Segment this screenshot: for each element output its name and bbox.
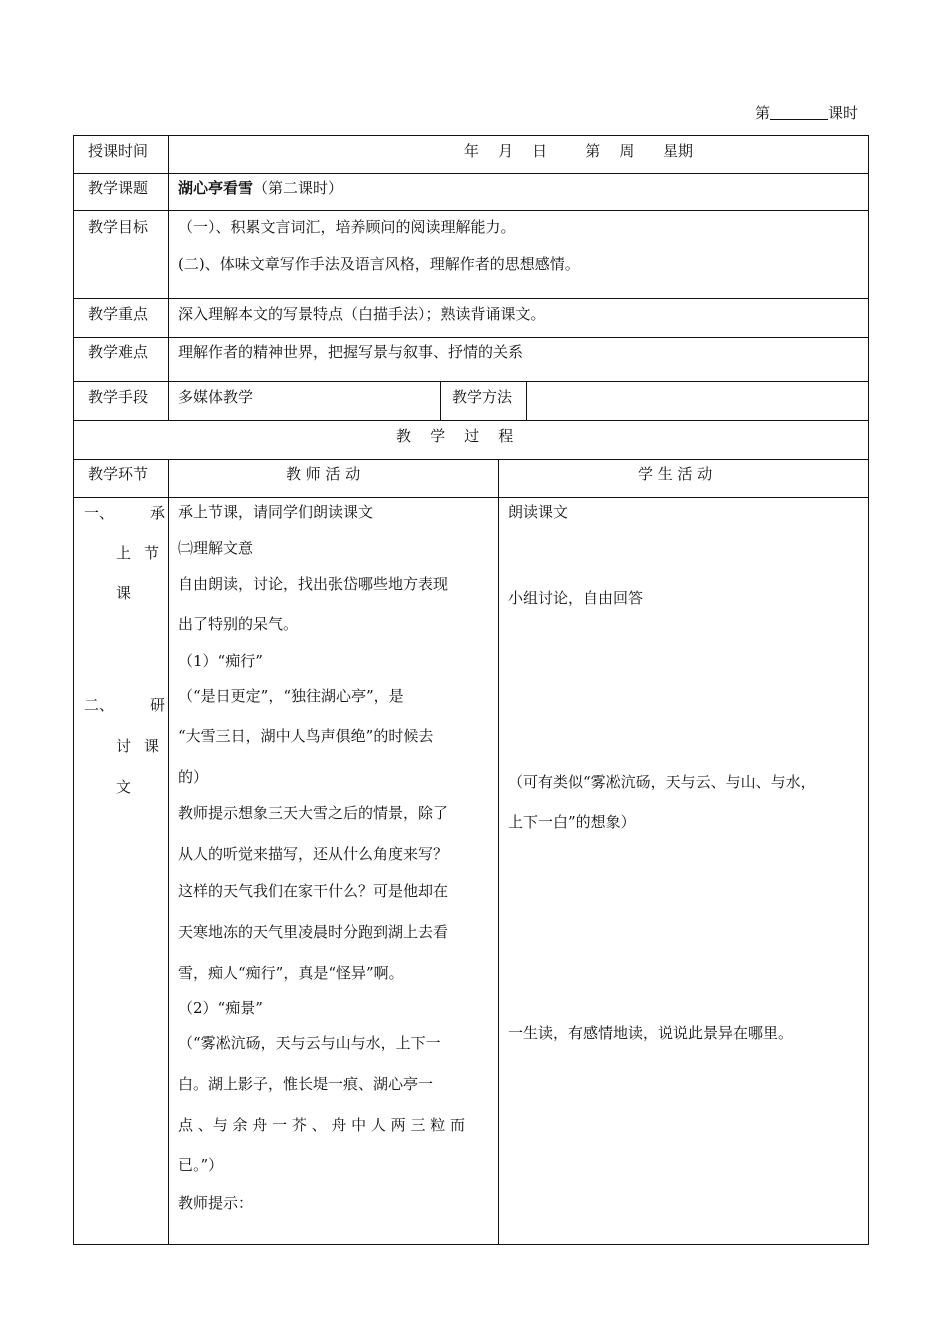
stage-1-char: 课 <box>116 584 132 602</box>
label-key: 教学重点 <box>88 305 149 323</box>
col-teacher-header: 教 师 活 动 <box>286 465 361 483</box>
stage-2-char: 研 <box>150 696 166 714</box>
method-divider <box>526 381 527 421</box>
teacher-line: 的） <box>178 768 209 786</box>
teacher-line: 雪，痴人“痴行”，真是“怪异”啊。 <box>178 964 404 982</box>
row-divider <box>73 420 869 421</box>
teacher-line: （“是日更定”，“独往湖心亭”，是 <box>178 687 404 705</box>
row-divider <box>73 337 869 338</box>
stage-1-char: 承 <box>150 504 166 522</box>
col-stage-header: 教学环节 <box>88 465 149 483</box>
teacher-line: “大雪三日，湖中人鸟声俱绝”的时候去 <box>178 727 434 745</box>
row-divider <box>73 459 869 460</box>
teacher-line: 点 、与 余 舟 一 芥 、 舟 中 人 两 三 粒 而 <box>178 1116 465 1134</box>
student-column-divider <box>498 459 499 1245</box>
stage-1-char: 节 <box>144 544 160 562</box>
teacher-line: 自由朗读，讨论，找出张岱哪些地方表现 <box>178 575 449 593</box>
label-topic: 教学课题 <box>88 179 149 197</box>
difficulty-value: 理解作者的精神世界，把握写景与叙事、抒情的关系 <box>178 343 524 361</box>
student-line: 小组讨论，自由回答 <box>508 589 644 607</box>
row-divider <box>73 497 869 498</box>
label-column-divider <box>168 135 169 421</box>
topic-value <box>178 181 343 196</box>
teacher-line: ㈡理解文意 <box>178 539 254 557</box>
goal-line-2: (二)、体味文章写作手法及语言风格，理解作者的思想感情。 <box>178 255 580 273</box>
student-line: 上下一白”的想象） <box>508 813 636 831</box>
topic-note: （第二课时） <box>253 179 344 197</box>
topic-title: 湖心亭看雪 <box>178 179 254 197</box>
row-divider <box>73 173 869 174</box>
stage-2-char: 文 <box>116 778 132 796</box>
teacher-line: （“雾凇沆砀，天与云与山与水，上下一 <box>178 1034 441 1052</box>
teacher-line: 出了特别的呆气。 <box>178 615 299 633</box>
student-line: 朗读课文 <box>508 503 569 521</box>
process-title: 教 学 过 程 <box>396 427 514 445</box>
table-border-top <box>73 135 869 136</box>
label-difficulty: 教学难点 <box>88 343 149 361</box>
means-value: 多媒体教学 <box>178 388 254 406</box>
stage-1-number: 一、 <box>84 504 115 522</box>
teacher-line: 天寒地冻的天气里凌晨时分跑到湖上去看 <box>178 923 449 941</box>
student-line: 一生读，有感情地读，说说此景异在哪里。 <box>508 1024 794 1042</box>
table-border-left <box>73 135 74 1245</box>
stage-2-number: 二、 <box>84 696 115 714</box>
stage-2-char: 讨 <box>116 737 132 755</box>
teacher-line: 从人的听觉来描写，还从什么角度来写？ <box>178 845 449 863</box>
student-line: （可有类似“雾凇沆砀，天与云、与山、与水， <box>508 773 816 791</box>
table-border-bottom <box>73 1244 869 1245</box>
teacher-line: 承上节课，请同学们朗读课文 <box>178 503 374 521</box>
means-divider <box>440 381 441 421</box>
teacher-line: 已。”） <box>178 1156 224 1174</box>
table-border-right <box>868 135 869 1245</box>
label-method: 教学方法 <box>452 388 513 406</box>
stage-column-divider <box>168 459 169 1245</box>
teacher-line: 白。湖上影子，惟长堤一痕、湖心亭一 <box>178 1075 434 1093</box>
lesson-prefix: 第 <box>754 104 770 122</box>
row-divider <box>73 298 869 299</box>
row-divider <box>73 210 869 211</box>
teacher-line: 教师提示想象三天大雪之后的情景，除了 <box>178 804 449 822</box>
teacher-line: 这样的天气我们在家干什么？可是他却在 <box>178 882 449 900</box>
row-divider <box>73 381 869 382</box>
label-time: 授课时间 <box>88 142 149 160</box>
col-student-header: 学 生 活 动 <box>638 465 713 483</box>
time-value: 年 月 日 第 周 星期 <box>464 142 693 160</box>
teacher-line: （1）“痴行” <box>178 652 263 670</box>
lesson-suffix: 课时 <box>827 104 858 122</box>
label-goals: 教学目标 <box>88 218 149 236</box>
key-value: 深入理解本文的写景特点（白描手法）；熟读背诵课文。 <box>178 305 546 323</box>
teacher-line: 教师提示： <box>178 1194 254 1212</box>
stage-1-char: 上 <box>116 544 132 562</box>
label-means: 教学手段 <box>88 388 149 406</box>
teacher-line: （2）“痴景” <box>178 999 263 1017</box>
stage-2-char: 课 <box>144 737 160 755</box>
goal-line-1: （一）、积累文言词汇，培养顾问的阅读理解能力。 <box>178 218 516 236</box>
